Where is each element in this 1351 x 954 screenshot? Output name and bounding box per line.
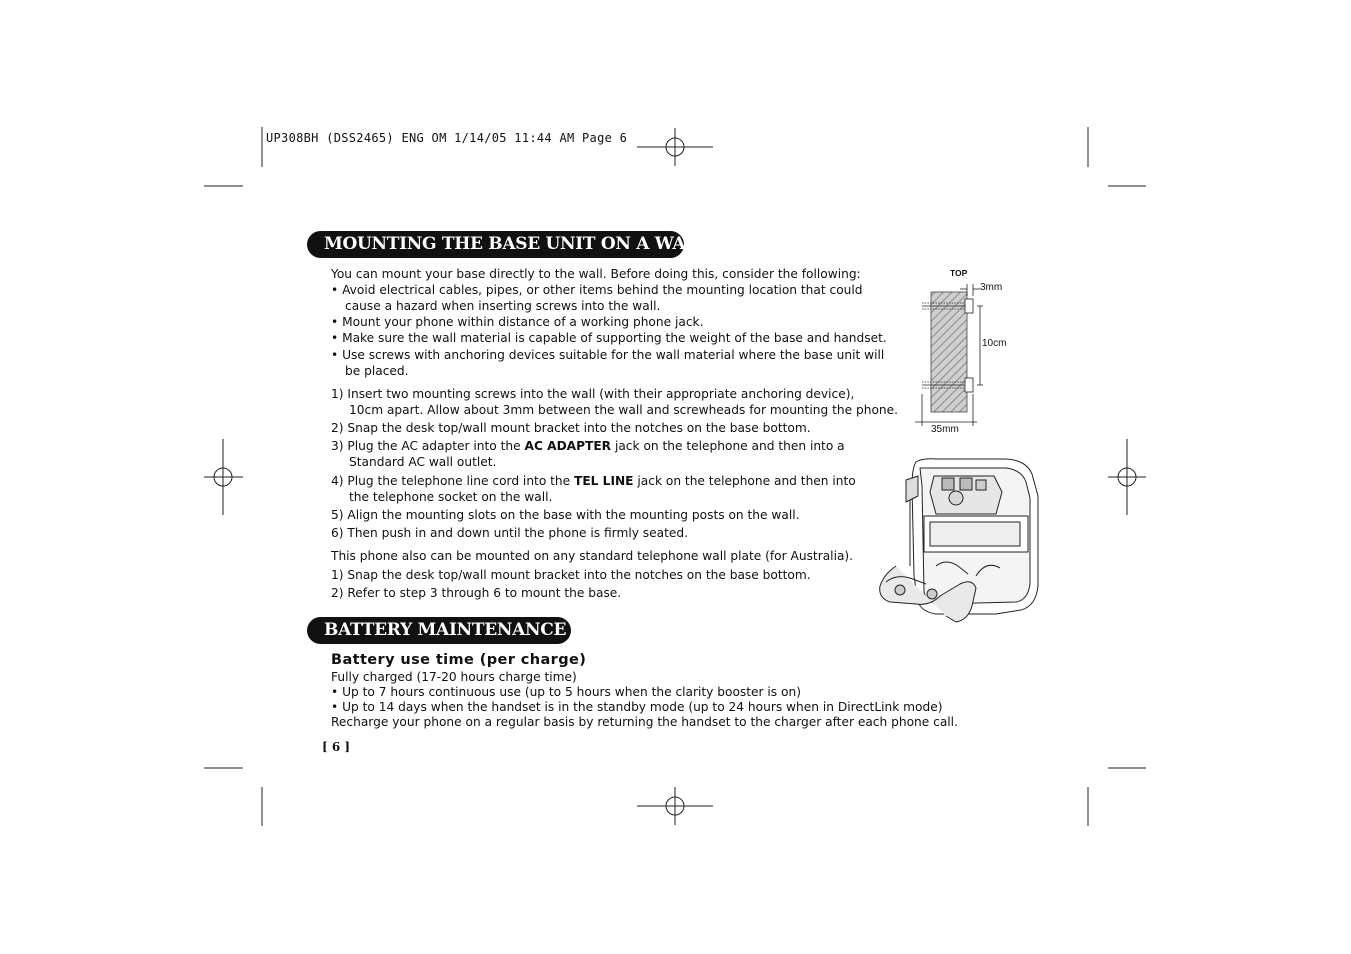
mounting-intro: You can mount your base directly to the wall. Before doing this, consider the following:	[331, 267, 861, 281]
diagram-top-label: TOP	[950, 268, 968, 278]
list-item: 6) Then push in and down until the phone is firmly seated.	[331, 526, 688, 540]
list-item: 4) Plug the telephone line cord into the TEL LINE jack on the telephone and then into the telephone socket on the wall.	[331, 474, 856, 504]
ac-adapter-term: AC ADAPTER	[524, 439, 612, 453]
australia-step-2: 2) Refer to step 3 through 6 to mount the base.	[331, 586, 622, 600]
list-item: • Avoid electrical cables, pipes, or other items behind the mounting location that could cause a hazard when inserting screws into the wall.	[331, 283, 863, 313]
diagram-spacing-label: 10cm	[982, 338, 1007, 349]
page-number: [ 6 ]	[322, 740, 351, 754]
list-item: 5) Align the mounting slots on the base with the mounting posts on the wall.	[331, 508, 800, 522]
section-title-battery: BATTERY MAINTENANCE	[307, 617, 571, 644]
diagram-gap-label: 3mm	[980, 282, 1003, 293]
tel-line-term: TEL LINE	[574, 474, 634, 488]
bullet-list	[331, 282, 887, 379]
list-item: 2) Snap the desk top/wall mount bracket into the notches on the base bottom.	[331, 421, 811, 435]
base-unit-illustration	[876, 456, 1046, 626]
list-item: • Use screws with anchoring devices suitable for the wall material where the base unit will be placed.	[331, 348, 885, 378]
list-item: Recharge your phone on a regular basis by returning the handset to the charger after each phone call.	[331, 715, 958, 729]
steps-list	[331, 386, 898, 541]
battery-subtitle: Battery use time (per charge)	[331, 652, 587, 668]
battery-lines	[331, 670, 958, 730]
print-slug: UP308BH (DSS2465) ENG OM 1/14/05 11:44 AM Page 6	[266, 131, 628, 145]
screw-spacing-diagram	[905, 262, 1025, 432]
australia-step-1: 1) Snap the desk top/wall mount bracket into the notches on the base bottom.	[331, 568, 811, 582]
wall-section	[931, 292, 967, 412]
list-item: Fully charged (17-20 hours charge time)	[331, 670, 577, 684]
list-item: 3) Plug the AC adapter into the AC ADAPTER jack on the telephone and then into a Standard AC wall outlet.	[331, 439, 845, 469]
list-item: 1) Insert two mounting screws into the wall (with their appropriate anchoring device), 10cm apart. Allow about 3mm between the wall and screwheads for mounting the phone.	[331, 387, 899, 417]
list-item: • Up to 7 hours continuous use (up to 5 hours when the clarity booster is on)	[331, 685, 801, 699]
diagram-length-label: 35mm	[931, 424, 959, 435]
list-item: • Mount your phone within distance of a working phone jack.	[331, 315, 704, 329]
list-item: • Make sure the wall material is capable of supporting the weight of the base and handset.	[331, 331, 887, 345]
section-title-mounting: MOUNTING THE BASE UNIT ON A WALL	[307, 231, 684, 258]
list-item: • Up to 14 days when the handset is in the standby mode (up to 24 hours when in DirectLink mode)	[331, 700, 943, 714]
australia-intro: This phone also can be mounted on any standard telephone wall plate (for Australia).	[331, 549, 854, 563]
